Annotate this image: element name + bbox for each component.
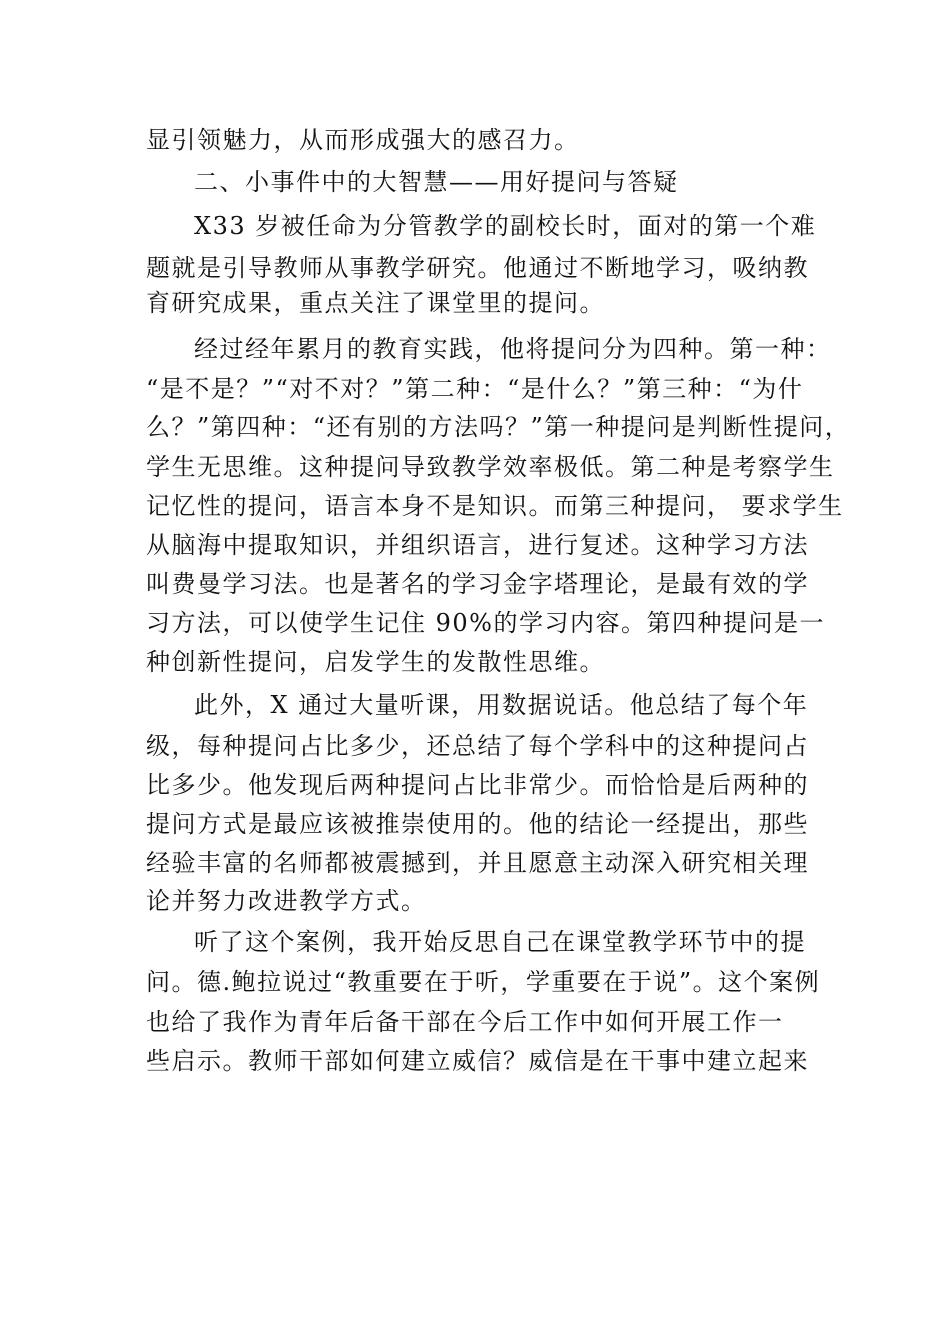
text-line: 比多少。他发现后两种提问占比非常少。而恰恰是后两种的 (146, 771, 809, 799)
text-line: 问。德.鲍拉说过“教重要在于听，学重要在于说”。这个案例 (146, 968, 821, 996)
section-heading: 二、小事件中的大智慧——用好提问与答疑 (194, 168, 679, 196)
text-line: “是不是？”“对不对？”第二种：“是什么？”第三种：“为什 (146, 375, 804, 403)
text-line: 此外，X 通过大量听课，用数据说话。他总结了每个年 (194, 691, 809, 719)
text-line: 显引领魅力，从而形成强大的感召力。 (146, 126, 580, 154)
text-line: 么？”第四种：“还有别的方法吗？”第一种提问是判断性提问， (146, 413, 851, 441)
text-line: 论并努力改进教学方式。 (146, 887, 427, 915)
text-line: 从脑海中提取知识，并组织语言，进行复述。这种学习方法 (146, 531, 809, 559)
text-line: 经验丰富的名师都被震撼到，并且愿意主动深入研究相关理 (146, 849, 809, 877)
text-line: 种创新性提问，启发学生的发散性思维。 (146, 648, 605, 676)
text-line: 些启示。教师干部如何建立威信？威信是在干事中建立起来 (146, 1047, 809, 1075)
text-line: 题就是引导教师从事教学研究。他通过不断地学习，吸纳教 (146, 254, 809, 282)
text-line: 级，每种提问占比多少，还总结了每个学科中的这种提问占 (146, 732, 809, 760)
text-line: 经过经年累月的教育实践，他将提问分为四种。第一种： (194, 335, 832, 363)
text-line: 习方法，可以使学生记住 90%的学习内容。第四种提问是一 (146, 609, 825, 637)
text-line: 记忆性的提问，语言本身不是知识。而第三种提问， 要求学生 (146, 492, 844, 520)
text-line: 听了这个案例，我开始反思自己在课堂教学环节中的提 (194, 928, 806, 956)
text-line: X33 岁被任命为分管教学的副校长时，面对的第一个难 (194, 212, 817, 240)
text-line: 叫费曼学习法。也是著名的学习金字塔理论，是最有效的学 (146, 570, 809, 598)
text-line: 提问方式是最应该被推崇使用的。他的结论一经提出，那些 (146, 810, 809, 838)
text-line: 育研究成果，重点关注了课堂里的提问。 (146, 289, 605, 317)
text-line: 学生无思维。这种提问导致教学效率极低。第二种是考察学生 (146, 453, 835, 481)
text-line: 也给了我作为青年后备干部在今后工作中如何开展工作一 (146, 1008, 784, 1036)
